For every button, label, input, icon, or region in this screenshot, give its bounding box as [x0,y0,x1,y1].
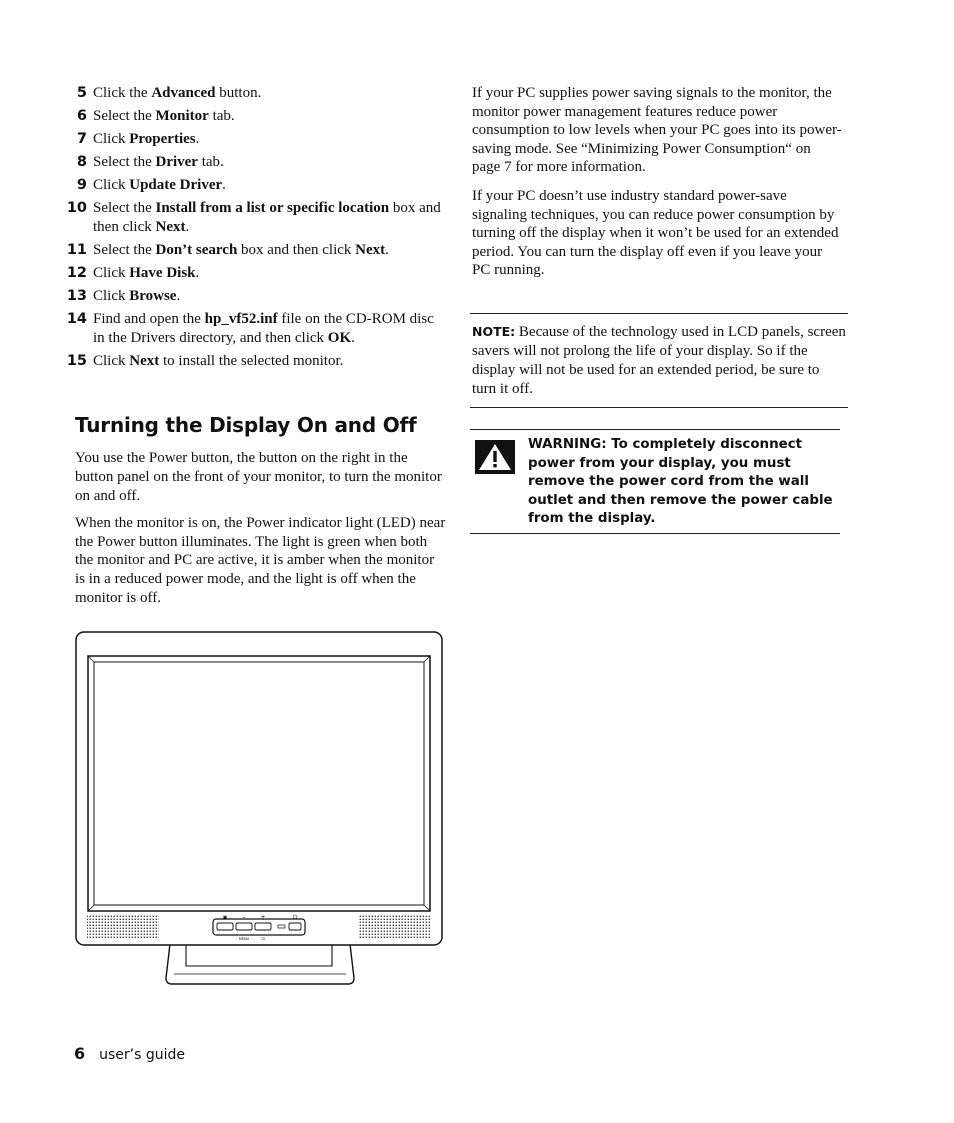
power-led [278,925,285,928]
note-text: Because of the technology used in LCD panels, screen savers will not prolong the life of your display. So if the display will not be used for an extended period, be sure to turn it off. [472,324,846,397]
minus-button-symbol: – [242,914,246,921]
step-item: 14 Find and open the hp_vf52.inf file on the CD-ROM disc in the Drivers directory, and then click OK. [66,311,434,347]
step-item: 10 Select the Install from a list or specific location box and then click Next. [66,200,441,236]
paragraph: If your PC supplies power saving signals to the monitor, the monitor power management features reduce power consumption to low levels when your PC goes into its power-saving mode. See “Minimizing Power Consumption“ on page 7 for more information. [472,85,842,176]
guide-title: user’s guide [99,1047,186,1063]
step-item: 7 Click Properties. [76,131,200,148]
warning-box [470,429,840,534]
monitor-stand [166,944,354,984]
step-item: 15 Click Next to install the selected monitor. [66,353,344,370]
step-item: 6 Select the Monitor tab. [76,108,235,125]
menu-label: MENU [238,937,250,941]
warning-icon [475,440,515,474]
note-label: NOTE: [472,324,516,339]
speaker-grille-right [358,914,430,938]
monitor-button [236,923,252,930]
steps-list [60,84,445,375]
warning-text: WARNING: To completely disconnect power from your display, you must remove the power cord from the wall outlet and then remove the power cable from the display. [528,437,833,526]
page-number: 6 [74,1044,86,1063]
speaker-grille-left [87,914,159,938]
paragraph: If your PC doesn’t use industry standard power-save signaling techniques, you can reduce power consumption by turning off the display when it won’t be used for an extended period. You can turn the display off even if you leave your PC running. [472,187,839,279]
step-item: 11 Select the Don’t search box and then click Next. [66,242,389,259]
power-button [289,923,301,930]
section-heading: Turning the Display On and Off [75,413,417,437]
plus-button-symbol: + [260,914,266,921]
step-item: 8 Select the Driver tab. [76,154,224,171]
power-button-symbol: ⏻ [292,914,298,921]
monitor-screen [94,662,424,905]
step-item: 13 Click Browse. [66,288,181,305]
input-label: ⊡ [261,936,265,941]
menu-button-symbol: ▣ [222,915,228,921]
step-item: 12 Click Have Disk. [66,265,200,282]
paragraph: You use the Power button, the button on the right in the button panel on the front of your monitor, to turn the monitor on and off. [75,450,442,504]
section-body [75,449,447,616]
right-column [472,84,842,288]
monitor-button [255,923,271,930]
step-item: 5 Click the Advanced button. [76,85,262,101]
paragraph: When the monitor is on, the Power indicator light (LED) near the Power button illuminates. The light is green when both the monitor and PC are active, it is amber when the monitor is in a reduced power mode, and the light is off when the monitor is off. [75,514,446,607]
monitor-button [217,923,233,930]
monitor-illustration [74,630,446,990]
note-box [470,313,848,408]
step-item: 9 Click Update Driver. [76,177,226,194]
page-footer [74,1044,185,1064]
